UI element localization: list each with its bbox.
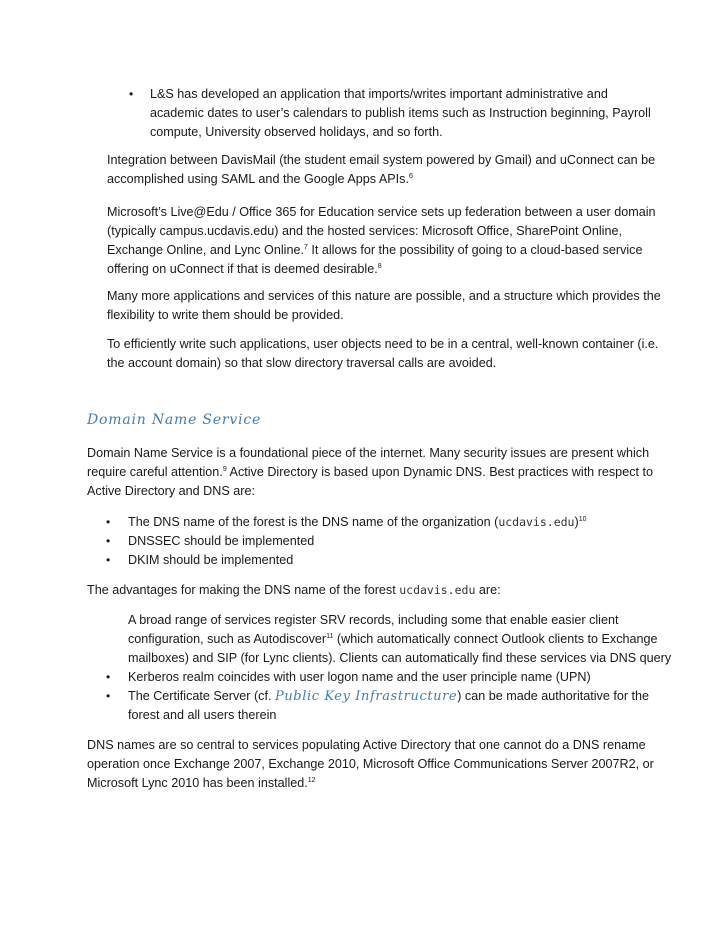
paragraph-efficiently (107, 335, 659, 373)
text-span: require careful attention. (87, 465, 223, 479)
text-span: The advantages for making the DNS name of the forest (87, 583, 400, 597)
bullet-marker: • (106, 670, 111, 684)
text-line (87, 581, 647, 600)
text-line: Active Directory and DNS are: (87, 484, 255, 498)
footnote-ref[interactable]: 7 (303, 243, 308, 251)
bullet-marker: • (129, 87, 134, 101)
footnote-ref[interactable]: 6 (408, 172, 413, 180)
text-line (128, 687, 658, 706)
practice-item-dkim: DKIM should be implemented (128, 553, 294, 567)
code-span: ucdavis.edu (399, 583, 476, 597)
section-heading-domain-name-service: Domain Name Service (87, 412, 262, 428)
text-line: mailboxes) and SIP (for Lync clients). Clients can automatically find these services via DNS query (128, 651, 672, 665)
paragraph-live-edu (107, 203, 656, 279)
text-span: are: (475, 583, 501, 597)
text-line: compute, University observed holidays, and so forth. (150, 125, 443, 139)
text-span: ) can be made authoritative for the (457, 689, 650, 703)
text-line: A broad range of services register SRV records, including some that enable easier client (128, 613, 619, 627)
paragraph-davismail (107, 151, 656, 189)
text-line: L&S has developed an application that imports/writes important administrative and (150, 87, 608, 101)
text-span: (which automatically connect Outlook clients to Exchange (333, 632, 658, 646)
paragraph-many-more (107, 287, 661, 325)
footnote-ref[interactable]: 11 (326, 632, 334, 640)
footnote-ref[interactable]: 12 (307, 776, 316, 784)
text-line: (typically campus.ucdavis.edu) and the hosted services: Microsoft Office, SharePoint Online, (107, 224, 622, 238)
text-line: To efficiently write such applications, user objects need to be in a central, well-known container (i.e. (107, 337, 659, 351)
text-span: The DNS name of the forest is the DNS name of the organization ( (128, 515, 499, 529)
text-span: Microsoft Lync 2010 has been installed. (87, 776, 308, 790)
advantages-intro (87, 581, 647, 600)
practice-item-forest-name (128, 513, 586, 532)
text-span: offering on uConnect if that is deemed desirable. (107, 262, 378, 276)
text-line: forest and all users therein (128, 708, 277, 722)
footnote-ref[interactable]: 9 (222, 465, 227, 473)
advantage-item-kerberos: Kerberos realm coincides with user logon name and the user principle name (UPN) (128, 670, 591, 684)
text-span: Exchange Online, and Lync Online. (107, 243, 304, 257)
text-span: The Certificate Server (cf. (128, 689, 275, 703)
text-line: Integration between DavisMail (the student email system powered by Gmail) and uConnect can be (107, 153, 656, 167)
text-span: accomplished using SAML and the Google Apps APIs. (107, 172, 409, 186)
text-line: operation once Exchange 2007, Exchange 2010, Microsoft Office Communications Server 2007R2, or (87, 757, 654, 771)
pki-cross-reference-link[interactable]: Public Key Infrastructure (274, 689, 458, 704)
text-span: It allows for the possibility of going to a cloud-based service (307, 243, 643, 257)
advantage-item-srv-records (128, 611, 672, 668)
text-line (128, 513, 586, 532)
text-line (107, 241, 652, 260)
text-span: ) (574, 515, 579, 529)
text-line: DNS names are so central to services populating Active Directory that one cannot do a DNS rename (87, 738, 646, 752)
text-line (87, 774, 647, 793)
text-span: Active Directory is based upon Dynamic DNS. Best practices with respect to (226, 465, 653, 479)
intro-bullet-text (150, 85, 650, 142)
text-span: configuration, such as Autodiscover (128, 632, 327, 646)
practice-item-dnssec: DNSSEC should be implemented (128, 534, 315, 548)
text-line (128, 630, 658, 649)
bullet-marker: • (106, 553, 111, 567)
text-line: Microsoft’s Live@Edu / Office 365 for Education service sets up federation between a user domain (107, 205, 656, 219)
text-line: flexibility to write them should be provided. (107, 308, 344, 322)
text-line: Domain Name Service is a foundational piece of the internet. Many security issues are present which (87, 446, 650, 460)
code-span: ucdavis.edu (498, 515, 575, 529)
text-line (87, 463, 653, 482)
advantage-item-certificate-server (128, 687, 658, 725)
footnote-ref[interactable]: 10 (578, 515, 587, 523)
text-line: the account domain) so that slow directory traversal calls are avoided. (107, 356, 497, 370)
paragraph-dns (87, 444, 653, 501)
text-line: academic dates to user’s calendars to publish items such as Instruction beginning, Payroll (150, 106, 651, 120)
text-line: Many more applications and services of this nature are possible, and a structure which provides the (107, 289, 661, 303)
footnote-ref[interactable]: 8 (377, 262, 382, 270)
paragraph-dns-rename (87, 736, 654, 793)
text-line (107, 170, 652, 189)
bullet-marker: • (106, 534, 111, 548)
bullet-marker: • (106, 689, 111, 703)
bullet-marker: • (106, 515, 111, 529)
text-line (107, 260, 652, 279)
